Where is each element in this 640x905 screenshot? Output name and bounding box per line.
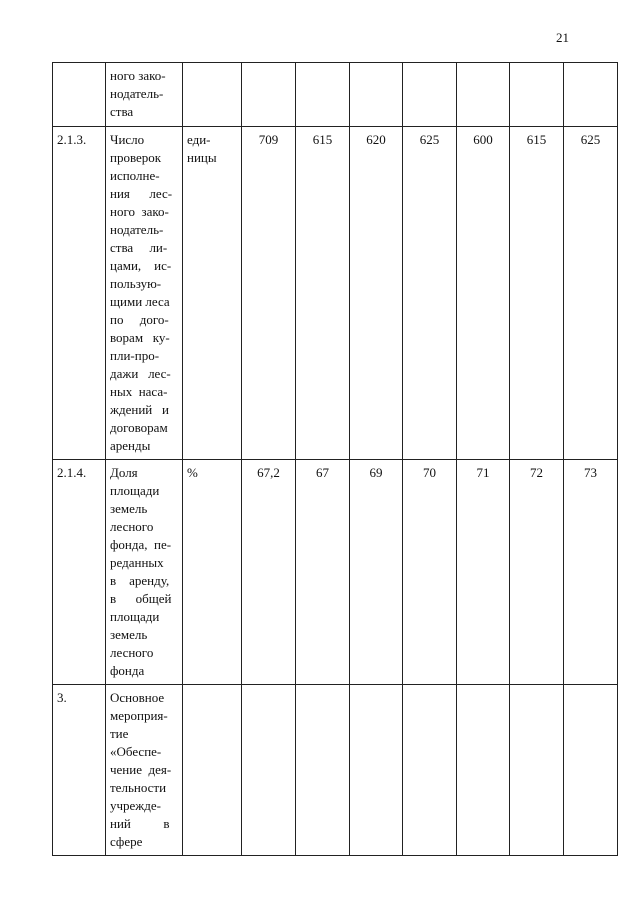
value-cell: 709 (242, 127, 296, 460)
value-cell (242, 685, 296, 856)
indicator-description-cell (106, 685, 183, 856)
description-line: пользую- (110, 276, 162, 291)
description-line: в аренду, (110, 573, 170, 588)
description-line: лесного (110, 645, 154, 660)
description-line: площади (110, 609, 160, 624)
description-line: ства ли- (110, 240, 168, 255)
description-line: в общей (110, 591, 172, 606)
description-line: ного зако- (110, 204, 169, 219)
row-number-cell: 2.1.4. (53, 460, 106, 685)
value-cell: 70 (403, 460, 457, 685)
description-line: Основное (110, 690, 165, 705)
unit-cell: еди- ницы (183, 127, 242, 460)
description-line: Доля (110, 465, 138, 480)
description-line: сфере (110, 834, 143, 849)
description-line: ворам ку- (110, 330, 170, 345)
value-cell: 615 (510, 127, 564, 460)
value-cell (457, 63, 510, 127)
description-line: дажи лес- (110, 366, 171, 381)
indicator-description-cell (106, 127, 183, 460)
description-line: исполне- (110, 168, 160, 183)
description-line: по дого- (110, 312, 169, 327)
value-cell (350, 63, 403, 127)
description-line: лесного (110, 519, 154, 534)
value-cell (510, 63, 564, 127)
value-cell: 67 (296, 460, 350, 685)
value-cell: 625 (564, 127, 618, 460)
description-line: фонда (110, 663, 145, 678)
description-line: ния лес- (110, 186, 173, 201)
description-line: реданных (110, 555, 164, 570)
description-line: чение дея- (110, 762, 172, 777)
description-line: договорам (110, 420, 168, 435)
value-cell: 620 (350, 127, 403, 460)
table-row (53, 63, 618, 127)
value-cell (403, 685, 457, 856)
value-cell: 600 (457, 127, 510, 460)
description-line: тельности (110, 780, 167, 795)
row-number-cell: 3. (53, 685, 106, 856)
value-cell: 72 (510, 460, 564, 685)
value-cell (242, 63, 296, 127)
table-row (53, 127, 618, 460)
description-line: ного зако- (110, 68, 166, 83)
table-row (53, 685, 618, 856)
description-line: учрежде- (110, 798, 162, 813)
value-cell: 67,2 (242, 460, 296, 685)
row-number-cell (53, 63, 106, 127)
table-body (53, 63, 618, 856)
page-number: 21 (556, 30, 569, 45)
value-cell: 615 (296, 127, 350, 460)
unit-cell: % (183, 460, 242, 685)
value-cell (457, 685, 510, 856)
description-line: проверок (110, 150, 162, 165)
value-cell (510, 685, 564, 856)
indicator-description-cell (106, 460, 183, 685)
value-cell (296, 63, 350, 127)
description-line: земель (110, 627, 148, 642)
description-line: мероприя- (110, 708, 168, 723)
description-line: фонда, пе- (110, 537, 172, 552)
description-line: ждений и (110, 402, 169, 417)
unit-cell (183, 685, 242, 856)
description-line: тие (110, 726, 129, 741)
description-line: ства (110, 104, 134, 119)
description-line: ных наса- (110, 384, 168, 399)
value-cell (564, 63, 618, 127)
description-line: ний в (110, 816, 170, 831)
description-line: пли-про- (110, 348, 160, 363)
indicators-table (52, 62, 618, 856)
value-cell: 73 (564, 460, 618, 685)
description-line: нодатель- (110, 86, 164, 101)
description-line: аренды (110, 438, 151, 453)
value-cell (350, 685, 403, 856)
row-number-cell: 2.1.3. (53, 127, 106, 460)
description-line: цами, ис- (110, 258, 172, 273)
indicator-description-cell (106, 63, 183, 127)
value-cell: 71 (457, 460, 510, 685)
value-cell (403, 63, 457, 127)
table-row (53, 460, 618, 685)
value-cell: 69 (350, 460, 403, 685)
value-cell: 625 (403, 127, 457, 460)
description-line: «Обеспе- (110, 744, 162, 759)
value-cell (564, 685, 618, 856)
description-line: щими леса (110, 294, 170, 309)
unit-cell (183, 63, 242, 127)
description-line: нодатель- (110, 222, 164, 237)
value-cell (296, 685, 350, 856)
description-line: Число (110, 132, 145, 147)
description-line: площади (110, 483, 160, 498)
description-line: земель (110, 501, 148, 516)
